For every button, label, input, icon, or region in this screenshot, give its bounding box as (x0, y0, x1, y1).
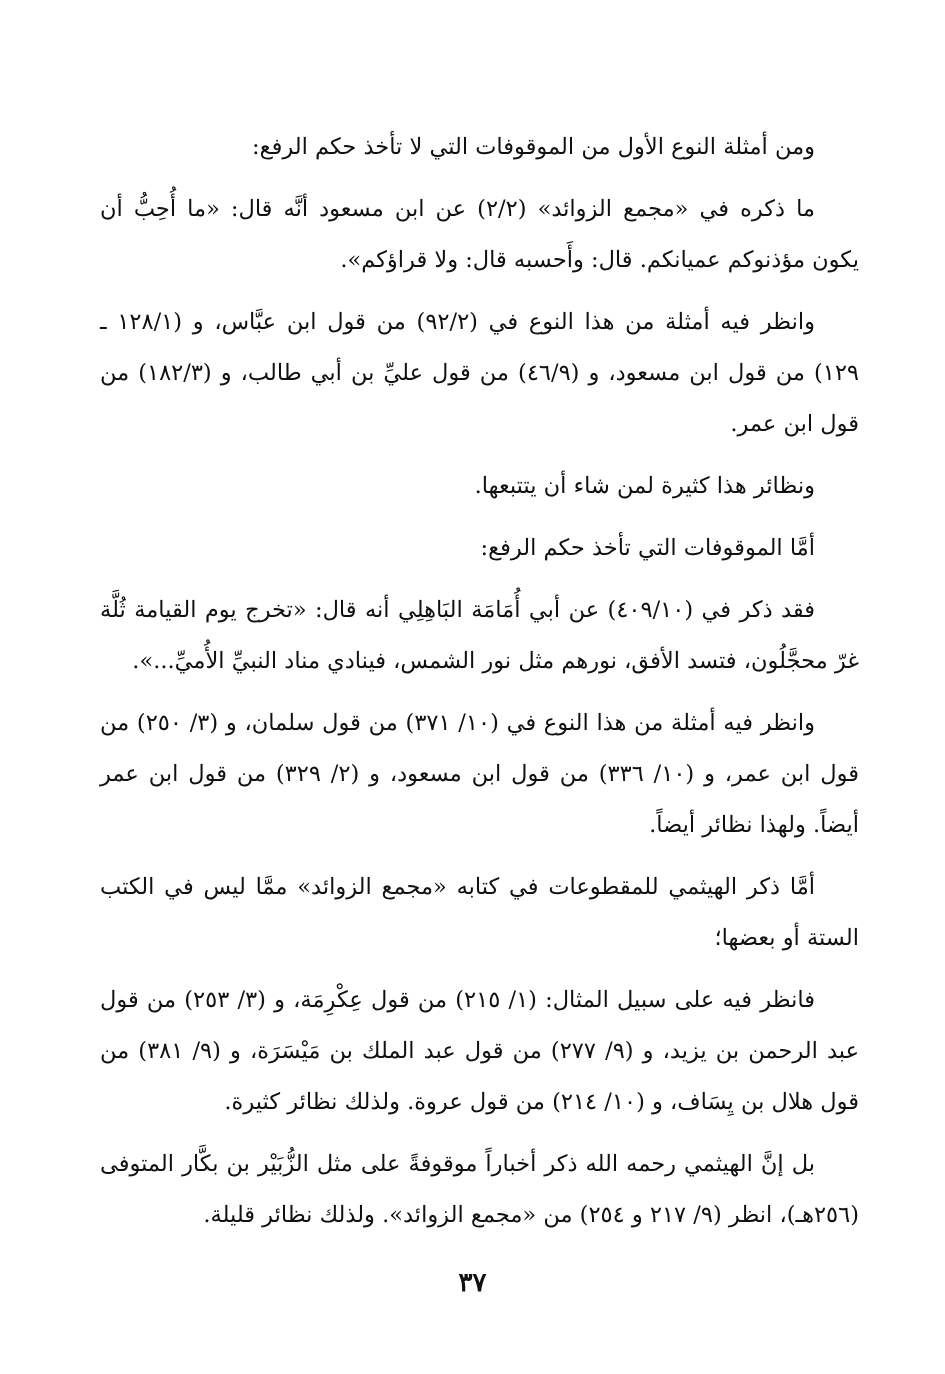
paragraph-maqtuat-intro: أمَّا ذكر الهيثمي للمقطوعات في كتابه «مجمع الزوائد» ممَّا ليس في الكتب الستة أو بعضها؛ (100, 874, 859, 951)
paragraph-many-analogues: ونظائر هذا كثيرة لمن شاء أن يتتبعها. (474, 473, 815, 499)
paragraph-more-examples-first-type: وانظر فيه أمثلة من هذا النوع في (٩٢/٢) من قول ابن عبَّاس، و (١٢٨/١ ـ ١٢٩) من قول ابن مسعود، و (٤٦/٩) من قول عليِّ بن أبي طالب، و (١٨٢/٣) من قول ابن عمر. (100, 309, 859, 437)
paragraph-intro-marfu-ruling: أمَّا الموقوفات التي تأخذ حكم الرفع: (480, 535, 815, 561)
paragraph-majma-example: ما ذكره في «مجمع الزوائد» (٢/٢) عن ابن مسعود أنَّه قال: «ما أُحِبُّ أن يكون مؤذنوكم عميانكم. قال: وأَحسبه قال: ولا قراؤكم». (100, 196, 859, 273)
page-number: ٣٧ (458, 1268, 487, 1298)
paragraph-abu-umama-example: فقد ذكر في (٤٠٩/١٠) عن أبي أُمَامَة البَاهِلِي أنه قال: «تخرج يوم القيامة ثُلَّة غرّ محجَّلُون، فتسد الأفق، نورهم مثل نور الشمس، فينادي مناد النبيِّ الأُميِّ...». (100, 597, 859, 674)
paragraph-maqtuat-examples: فانظر فيه على سبيل المثال: (١/ ٢١٥) من قول عِكْرِمَة، و (٣/ ٢٥٣) من قول عبد الرحمن بن يزيد، و (٩/ ٢٧٧) من قول عبد الملك بن مَيْسَرَة، و (٩/ ٣٨١) من قول هلال بن يِسَاف، و (١٠/ ٢١٤) من قول عروة. ولذلك نظائر كثيرة. (100, 987, 859, 1115)
body-text (100, 122, 859, 1241)
paragraph-intro-first-type: ومن أمثلة النوع الأول من الموقوفات التي لا تأخذ حكم الرفع: (252, 134, 815, 160)
paragraph-more-examples-marfu: وانظر فيه أمثلة من هذا النوع في (١٠/ ٣٧١) من قول سلمان، و (٣/ ٢٥٠) من قول ابن عمر، و (١٠/ ٣٣٦) من قول ابن مسعود، و (٢/ ٣٢٩) من قول ابن عمر أيضاً. ولهذا نظائر أيضاً. (100, 710, 860, 838)
paragraph-zubayr-example: بل إنَّ الهيثمي رحمه الله ذكر أخباراً موقوفةً على مثل الزُّبَيْر بن بكَّار المتوفى (٢٥٦هـ)، انظر (٩/ ٢١٧ و ٢٥٤) من «مجمع الزوائد». ولذلك نظائر قليلة. (100, 1151, 859, 1228)
